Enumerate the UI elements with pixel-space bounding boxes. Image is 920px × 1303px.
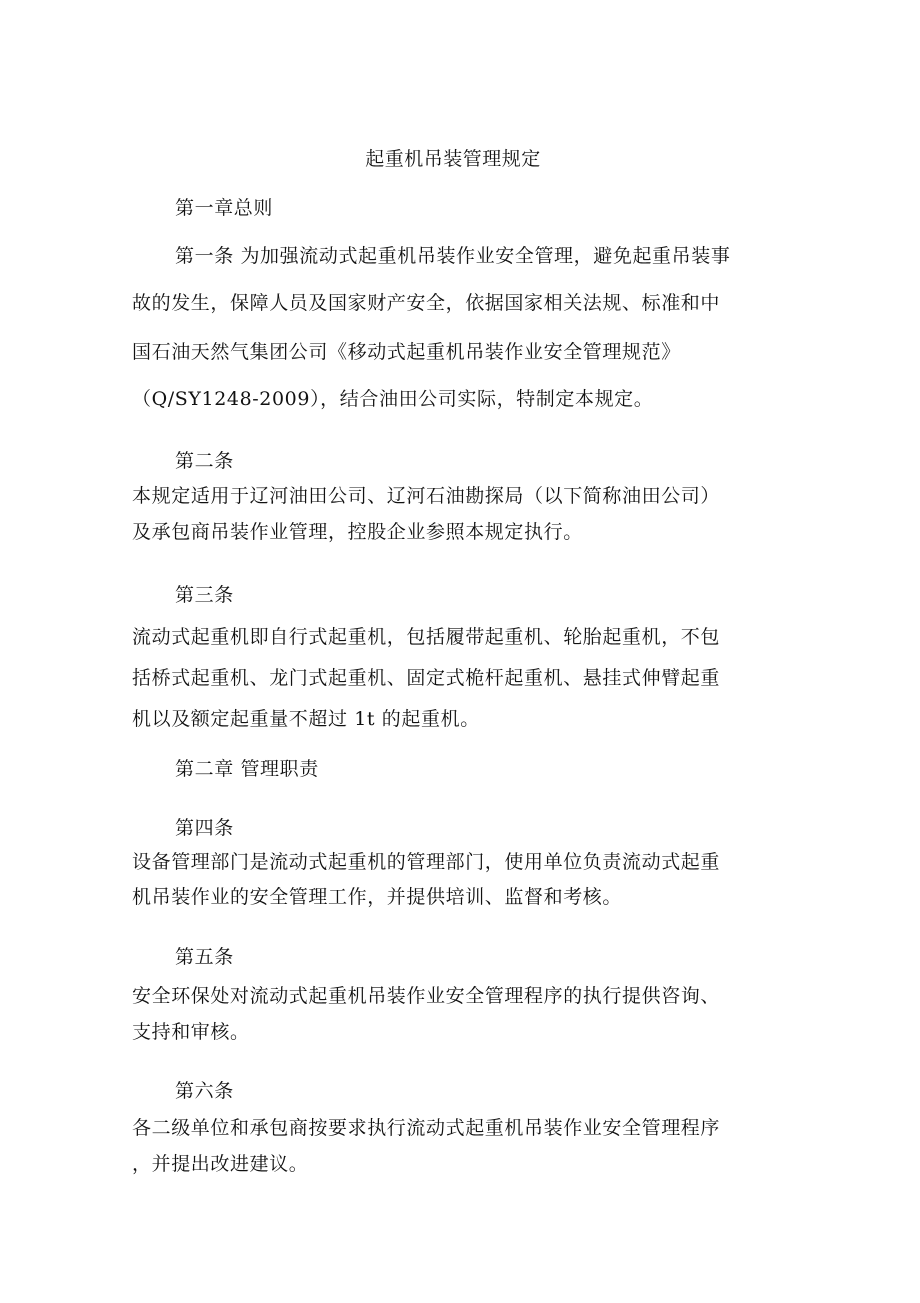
article-3-line: 括桥式起重机、龙门式起重机、固定式桅杆起重机、悬挂式伸臂起重 <box>132 667 721 689</box>
article-4-heading: 第四条 <box>175 817 234 839</box>
article-1-line: 故的发生，保障人员及国家财产安全，依据国家相关法规、标准和中 <box>132 292 721 314</box>
article-1-line: 第一条 为加强流动式起重机吊装作业安全管理，避免起重吊装事 <box>175 245 731 267</box>
article-5-heading: 第五条 <box>175 946 234 968</box>
article-5-line: 安全环保处对流动式起重机吊装作业安全管理程序的执行提供咨询、 <box>132 985 721 1007</box>
article-6-heading: 第六条 <box>175 1080 234 1102</box>
document-title: 起重机吊装管理规定 <box>365 148 541 170</box>
article-1-line: 国石油天然气集团公司《移动式起重机吊装作业安全管理规范》 <box>132 341 681 363</box>
article-2-line: 及承包商吊装作业管理，控股企业参照本规定执行。 <box>132 521 583 543</box>
article-3-line: 机以及额定起重量不超过 1t 的起重机。 <box>132 708 480 730</box>
article-2-line: 本规定适用于辽河油田公司、辽河石油勘探局（以下简称油田公司） <box>132 485 721 507</box>
article-5-line: 支持和审核。 <box>132 1021 250 1043</box>
chapter-heading: 第二章 管理职责 <box>175 758 319 780</box>
article-4-line: 设备管理部门是流动式起重机的管理部门，使用单位负责流动式起重 <box>132 851 721 873</box>
article-6-line: 各二级单位和承包商按要求执行流动式起重机吊装作业安全管理程序 <box>132 1117 721 1139</box>
article-3-line: 流动式起重机即自行式起重机，包括履带起重机、轮胎起重机，不包 <box>132 626 721 648</box>
chapter-heading: 第一章总则 <box>175 197 274 219</box>
article-4-line: 机吊装作业的安全管理工作，并提供培训、监督和考核。 <box>132 886 623 908</box>
article-3-heading: 第三条 <box>175 584 234 606</box>
article-1-line: （Q/SY1248-2009），结合油田公司实际，特制定本规定。 <box>132 388 654 410</box>
article-6-line: ，并提出改进建议。 <box>132 1153 309 1175</box>
article-2-heading: 第二条 <box>175 450 234 472</box>
